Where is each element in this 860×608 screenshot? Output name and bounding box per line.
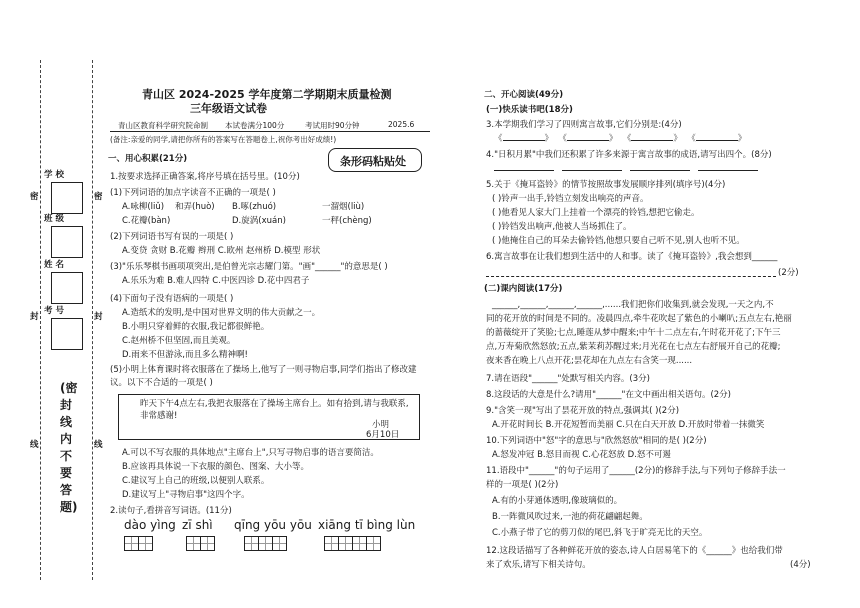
school-field[interactable]: [51, 182, 83, 214]
passage-line-4: 点,万寿菊欣然怒放;五点,紫茉莉苏醒过来;月光花在七点左右舒展开自己的花瓣;: [486, 342, 781, 352]
section-1-title: 一、用心积累(21分): [108, 154, 188, 164]
class-field[interactable]: [51, 226, 83, 258]
binding-line-left: [40, 60, 41, 580]
writing-grid-4[interactable]: [324, 536, 380, 551]
exam-org: 青山区教育科学研究院命制: [118, 121, 208, 130]
q1-3-stem: (3)"乐乐琴棋书画项项突出,是伯曾光宗志耀门第。"画"______"的意思是( ): [110, 262, 388, 272]
seal-xian-left: 线: [30, 440, 39, 450]
q12-stem: 12.这段话描写了各种鲜花开放的姿态,诗人白居易笔下的《______》也给我们带来了欢乐,请写下相关诗句。: [486, 546, 783, 570]
part-2-title: (二)课内阅读(17分): [484, 284, 563, 294]
pinyin-1: dào yìng: [124, 518, 176, 532]
id-label: 考 号: [44, 306, 64, 316]
q1-1-option-d: D.旋涡(xuán): [232, 216, 286, 226]
q3-answer-blanks[interactable]: 《 》 《 》 《 》 《 》: [494, 134, 747, 144]
q1-4-option-b: B.小明只穿着鲜的衣服,我记都很鲜艳。: [122, 322, 270, 332]
q1-4-option-d: D.雨来不但游泳,而且多么精神啊!: [122, 350, 248, 360]
q4-stem: 4."日积月累"中我们还积累了许多来源于寓言故事的成语,请写出四个。(8分): [486, 150, 772, 160]
q10-stem: 10.下列词语中"怒"字的意思与"欣然怒放"相同的是( )(2分): [486, 436, 707, 446]
passage-line-3: 的蔷薇绽开了笑脸;七点,睡莲从梦中醒来;中午十二点左右,午时花开花了;下午三: [486, 328, 781, 338]
pinyin-2: zī shì: [182, 518, 213, 532]
q5-item-4: ( )他掩住自己的耳朵去偷铃铛,他想只要自己听不见,别人也听不见。: [492, 236, 745, 246]
seal-feng-right: 封: [94, 312, 103, 322]
q11-option-b: B.一阵微风吹过来,一池的荷花翩翩起舞。: [492, 512, 648, 522]
lost-notice-date: 6月10日: [366, 430, 400, 440]
seal-xian-right: 线: [94, 440, 103, 450]
q1-4-option-c: C.赵州桥不但坚固,而且美观。: [122, 336, 236, 346]
passage-line-5: 夜来香在晚上八点开花;昙花却在九点左右含笑一现......: [486, 356, 693, 366]
q1-1-extra-3: 一秤(chèng): [322, 216, 372, 226]
q1-5-option-c: C.建议写上自己的班级,以便别人联系。: [122, 476, 270, 486]
exam-time: 考试用时90分钟: [305, 121, 360, 130]
q1-5-option-a: A.可以不写衣服的具体地点"主席台上",只写寻物启事的语言要简洁。: [122, 448, 379, 458]
q11-option-c: C.小燕子带了它的剪刀似的尾巴,斜飞于旷亮无比的天空。: [492, 528, 708, 538]
q5-item-3: ( )铃铛发出响声,他被人当场抓住了。: [492, 222, 632, 232]
q11-option-a: A.有的小芽通体透明,像玻璃似的。: [492, 496, 623, 506]
q1-1-option-c: C.花瓣(bàn): [122, 216, 171, 226]
writing-grid-1[interactable]: [124, 536, 152, 551]
q8-stem: 8.这段话的大意是什么?请用"______"在文中画出相关语句。(2分): [486, 390, 731, 400]
q1-stem: 1.按要求选择正确答案,将序号填在括号里。(10分): [110, 172, 300, 182]
passage-line-1: ______,______,______,______,......我们把你们收集到,就会发现,一天之内,不: [492, 300, 774, 310]
exam-score: 本试卷满分100分: [225, 121, 285, 130]
q1-1-stem: (1)下列词语的加点字读音不正确的一项是( ): [110, 188, 276, 198]
exam-date: 2025.6: [388, 120, 415, 129]
q11-stem: 11.语段中"______"的句子运用了______(2分)的修辞手法,与下列句子修辞手法一样的一项是( )(2分): [486, 466, 786, 490]
exam-title: 青山区 2024-2025 学年度第二学期期末质量检测: [142, 88, 392, 101]
q4-answer-blanks[interactable]: [494, 164, 758, 174]
q5-item-2: ( )他看见人家大门上挂着一个漂亮的铃铛,想把它偷走。: [492, 208, 700, 218]
q1-4-stem: (4)下面句子没有语病的一项是( ): [110, 294, 234, 304]
school-label: 学 校: [44, 170, 64, 180]
writing-grid-3[interactable]: [244, 536, 286, 551]
q5-stem: 5.关于《掩耳盗铃》的情节按照故事发展顺序排列(填序号)(4分): [486, 180, 726, 190]
lost-notice-sign: 小明: [372, 420, 390, 430]
q1-5-option-d: D.建议写上"寻物启事"这四个字。: [122, 490, 250, 500]
q1-3-options: A.乐乐为难 B.难人四特 C.中医四诊 D.花中四君子: [122, 276, 310, 286]
lost-notice-text: 昨天下午4点左右,我把衣服落在了操场主席台上。如有拾到,请与我联系,非常感谢!: [140, 399, 409, 421]
q1-5-stem: (5)小明上体育课时将衣服落在了操场上,他写了一则寻物启事,同学们指出了修改建议。以下不合适的一项是( ): [110, 365, 417, 388]
q1-1-extra-1: 和弄(huò): [175, 202, 215, 212]
q9-stem: 9."含笑一现"写出了昙花开放的特点,强调其( )(2分): [486, 406, 680, 416]
q1-2-stem: (2)下列词语书写有误的一项是( ): [110, 232, 234, 242]
binding-line-right: [92, 60, 93, 580]
pinyin-3: qīng yōu yōu: [234, 518, 312, 532]
pinyin-4: xiāng tī bìng lùn: [318, 518, 416, 532]
q7-stem: 7.请在语段"______"处默写相关内容。(3分): [486, 374, 650, 384]
exam-subtitle: 三年级语文试卷: [190, 102, 267, 115]
seal-mi-right: 密: [94, 192, 103, 202]
id-field[interactable]: [51, 318, 83, 350]
seal-feng-left: 封: [30, 312, 39, 322]
name-field[interactable]: [51, 272, 83, 304]
q6-score: (2分): [778, 268, 799, 278]
q2-stem: 2.读句子,看拼音写词语。(11分): [110, 506, 232, 516]
class-label: 班 级: [44, 214, 64, 224]
q1-1-option-a: A.咏柳(liǔ): [122, 202, 165, 212]
writing-grid-2[interactable]: [186, 536, 214, 551]
name-label: 姓 名: [44, 260, 64, 270]
exam-instructions: (备注:亲爱的同学,请把你所有的答案写在答题卷上,祝你考出好成绩!): [110, 135, 337, 144]
q1-1-extra-2: 一溜烟(liù): [322, 202, 365, 212]
q1-4-option-a: A.造纸术的发明,是中国对世界文明的伟大贡献之一。: [122, 308, 321, 318]
q1-1-option-b: B.啄(zhuó): [232, 202, 277, 212]
q1-5-option-b: B.应该再具体说一下衣服的颜色、图案、大小等。: [122, 462, 310, 472]
q6-stem: 6.寓言故事在让我们想到生活中的人和事。读了《掩耳盗铃》,我会想到______: [486, 252, 778, 262]
q10-options: A.怒发冲冠 B.怒目而视 C.心花怒放 D.怒不可遏: [492, 450, 671, 460]
seal-notice: (密封线内不要答题): [60, 381, 78, 514]
section-2-title: 二、开心阅读(49分): [484, 90, 564, 100]
header-rule: [110, 131, 430, 132]
q9-options: A.开花时间长 B.开花短暂而美丽 C.只在白天开放 D.开放时带着一抹微笑: [492, 420, 765, 430]
part-1-title: (一)快乐读书吧(18分): [486, 105, 573, 115]
barcode-label: 条形码粘贴处: [340, 155, 406, 168]
seal-mi-left: 密: [30, 192, 39, 202]
q1-2-options: A.变贷 贪财 B.花瓣 辫刑 C.欧州 赵州桥 D.模型 形状: [122, 246, 321, 256]
q3-stem: 3.本学期我们学习了四则寓言故事,它们分别是:(4分): [486, 120, 682, 130]
q12-score: (4分): [790, 560, 811, 570]
q5-item-1: ( )铃声一出手,铃铛立刻发出响亮的声音。: [492, 194, 649, 204]
q6-answer-line[interactable]: [486, 276, 776, 277]
passage-line-2: 同的花开放的时间是不同的。凌晨四点,牵牛花吹起了紫色的小喇叭;五点左右,艳丽: [486, 314, 792, 324]
